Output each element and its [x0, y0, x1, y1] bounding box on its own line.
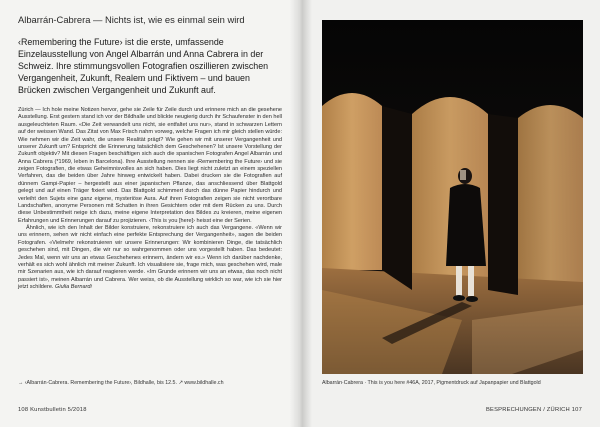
body-paragraph-1: Zürich — Ich hole meine Notizen hervor, gehe sie Zeile für Zeile durch und erinnere mich an die gesehene Ausstellung. Erst gestern stand ich vor der Bildhalle und blickte neugierig durch ihr Schaufenster in den hell ausgeleuchteten Raum. «Die Zeit verwandelt uns nicht, sie entfaltet uns nur», stand in schwarzen Lettern auf der weissen Wand. Das Zitat von Max Frisch nahm vorweg, welche Fragen ich mir gleich stellen würde: Wie nehmen wir die Zeit wahr, die unsere Realität prägt? Wie gehen wir mit unserer Vergangenheit und unserer Zukunft um? Entspricht die Erinnerung tatsächlich dem Geschehenen? Ist unsere Vorstellung der Zukunft objektiv? Mit diesen Fragen beschäftigen sich auch die spanischen Fotografen Angel Albarrán und Anna Cabrera (*1969, leben in Barcelona). Ihre Ausstellung nennen sie ‹Remembering the Future› und sie zeigen Fotografien, die etwas Geheimnisvolles an sich haben. Dies liegt nicht zuletzt an einem speziellen Verfahren, das die beiden über Jahre hinweg entwickelt haben. Dabei drucken sie die Fotografien auf dünnem Gampi-Papier – hergestellt aus einer japanischen Pflanze, das anschliessend über Blattgold gelegt und auf einen Träger fixiert wird. Das Blattgold schimmert durch das dünne Papier hindurch und verleiht den Sujets eine ganz eigene, mysteriöse Aura. Auf ihren Fotografien zeigen sie nicht verortbare Landschaften, anonyme Personen mit Schatten in ihren Gesichtern oder mit dem Rücken zu uns. Durch diese Unbestimmtheit neige ich dazu, meine eigene Interpretation des Bildes zu kreieren, meine eigenen Erfahrungen und Erinnerungen darauf zu projizieren. ‹This is you [here]› heisst eine der Serien.: [18, 107, 282, 224]
photo-caption: Albarrán·Cabrera · This is you here #46A, 2017, Pigmentdruck auf Japanpapier und Blattgold: [322, 380, 541, 386]
article-lead: ‹Remembering the Future› ist die erste, umfassende Einzelausstellung von Angel Albarrán und Anna Cabrera in der Schweiz. Ihre stimmungsvollen Fotografien oszillieren zwischen Vergangenheit, Zukunft, Realem und Fiktivem – und bauen Brücken zwischen Vergangenheit und Zukunft auf.: [18, 37, 269, 95]
author-name: Giulia Bernardi: [55, 284, 92, 290]
artwork-photo: [322, 20, 583, 374]
body-paragraph-2: [18, 225, 282, 291]
right-page: [302, 0, 600, 427]
photo-illustration: [322, 20, 583, 374]
page-gutter: [290, 0, 312, 427]
article-header: Albarrán-Cabrera — Nichts ist, wie es einmal sein wird: [18, 14, 245, 25]
right-folio: BESPRECHUNGEN / ZÜRICH 107: [485, 407, 582, 413]
left-folio: 108 Kunstbulletin 5/2018: [18, 407, 87, 413]
exhibition-info: → ‹Albarrán·Cabrera. Remembering the Future›, Bildhalle, bis 12.5. ↗ www.bildhalle.ch: [18, 380, 224, 386]
left-page: [0, 0, 298, 427]
article-body: [18, 107, 282, 291]
body-paragraph-2-text: Ähnlich, wie ich den Inhalt der Bilder konstruiere, rekonstruiere ich auch das Vergangene. «Wenn wir uns erinnern, sehen wir nicht einfach eine perfekte Entsprechung der Vergangenheit», sagen die beiden Fotografen. «Vielmehr rekonstruieren wir unsere Erinnerungen: Wir kombinieren Dinge, die tatsächlich geschehen sind, mit Dingen, die wir nur so wahrgenommen oder uns vorgestellt haben. Das bedeutet: Jedes Mal, wenn wir uns an etwas Geschehenes erinnern, ändern wir es.» Wenn ich darüber nachdenke, verhält es sich wohl ähnlich mit meiner Zukunft. Ich visualisiere sie, frage mich, was geschehen wird, male mir Szenarien aus, wie ich darauf reagieren werde. «Im Grunde erinnern wir uns an etwas, das noch nicht passiert ist», meinen Albarrán und Cabrera. Wer weiss, ob die Ausstellung wirklich so war, wie ich sie hier jetzt schildere.: [18, 225, 282, 290]
